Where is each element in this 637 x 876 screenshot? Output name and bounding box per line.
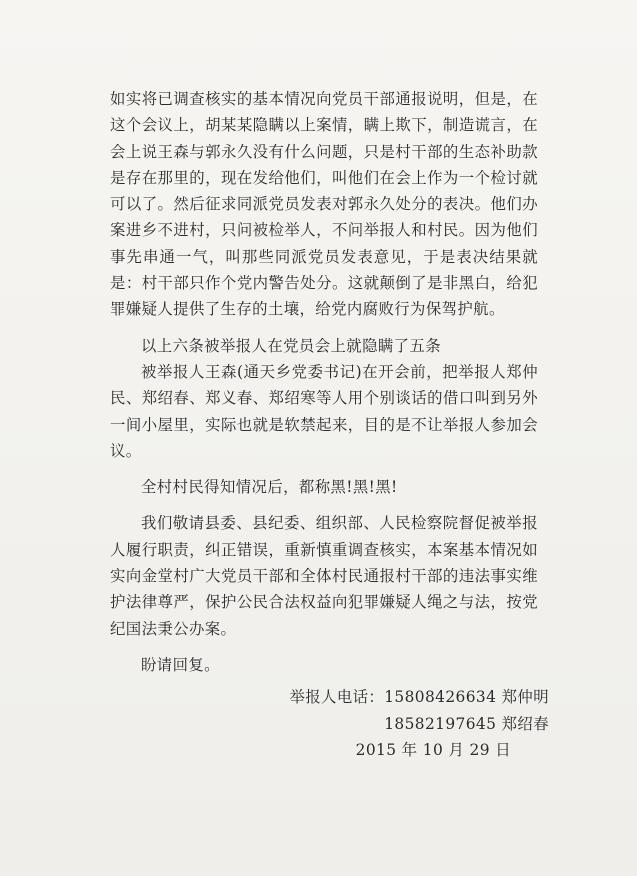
contact-phone-1: 15808426634 (384, 688, 497, 706)
paragraph-closing: 盼请回复。 (141, 655, 220, 674)
contact-name-1: 郑仲明 (501, 688, 549, 706)
contact-name-2: 郑绍春 (501, 714, 549, 733)
paragraph-villagers: 全村村民得知情况后，都称黑!黑!黑! (141, 478, 398, 497)
paragraph-request: 我们敬请县委、县纪委、组织部、人民检察院督促被举报人履行职责，纠正错误，重新慎重调查核实，本案基本情况如实向金堂村广大党员干部和全体村民通报村干部的违法事实维护法律尊严，保护公民合法权益向犯罪嫌疑人绳之与法，按党纪国法秉公办案。 (110, 514, 538, 638)
contact-phone-2: 18582197645 (384, 714, 497, 733)
signature-block (289, 684, 549, 764)
paragraph-summary: 以上六条被举报人在党员会上就隐瞒了五条 (141, 336, 442, 355)
document-body (110, 86, 538, 678)
paragraph-detention: 被举报人王森(通天乡党委书记)在开会前，把举报人郑仲民、郑绍春、郑义春、郑绍寒等人用个别谈话的借口叫到另外一间小屋里，实际也就是软禁起来，目的是不让举报人参加会议。 (110, 362, 538, 460)
paragraph-continuation: 如实将已调查核实的基本情况向党员干部通报说明，但是，在这个会议上，胡某某隐瞒以上案情，瞒上欺下，制造谎言，在会上说王森与郭永久没有什么问题，只是村干部的生态补助款是存在那里的，现在发给他们，叫他们在会上作为一个检讨就可以了。然后征求同派党员发表对郭永久处分的表决。他们办案进乡不进村，只问被检举人，不问举报人和村民。因为他们事先串通一气，叫那些同派党员发表意见，于是表决结果就是：村干部只作个党内警告处分。这就颠倒了是非黑白，给犯罪嫌疑人提供了生存的土壤，给党内腐败行为保驾护航。 (110, 90, 538, 319)
signature-line-2 (289, 711, 549, 738)
signature-date: 2015 年 10 月 29 日 (355, 741, 511, 759)
signature-line-1 (289, 684, 549, 711)
phone-label: 举报人电话： (289, 688, 385, 706)
